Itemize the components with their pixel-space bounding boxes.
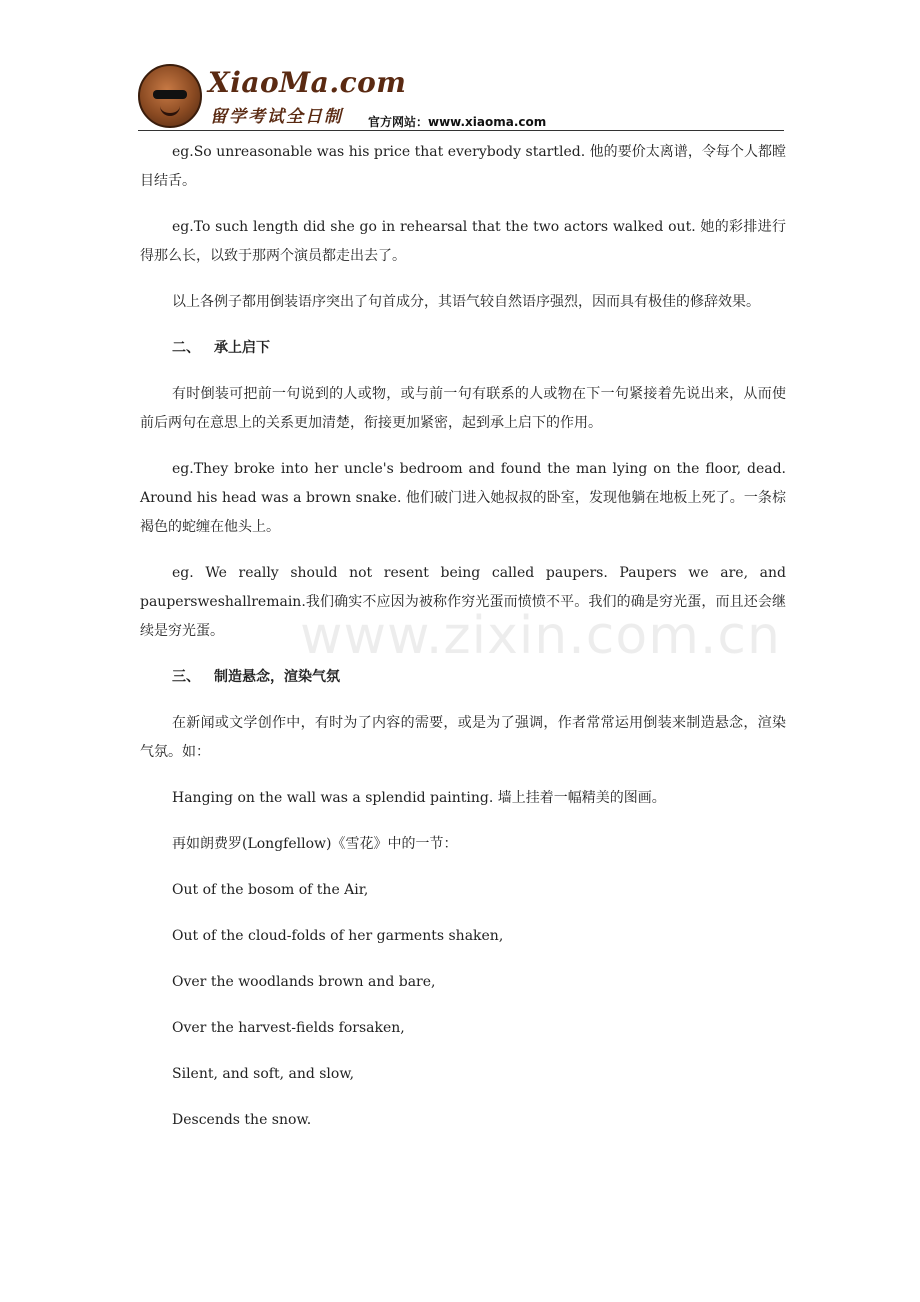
section-number: 三、: [172, 669, 200, 685]
paragraph: eg.To such length did she go in rehearsal that the two actors walked out. 她的彩排进行得那么长，以致于那两个演员都走出去了。: [140, 219, 786, 264]
section-number: 二、: [172, 340, 200, 356]
page-header: [138, 62, 784, 132]
paragraph: eg.They broke into her uncle's bedroom and found the man lying on the floor, dead. Around his head was a brown snake. 他们破门进入她叔叔的卧室，发现他躺在地板上死了。一条棕褐色的蛇缠在他头上。: [140, 461, 786, 535]
brand-slogan: 留学考试全日制: [210, 107, 343, 127]
paragraph: 以上各例子都用倒装语序突出了句首成分，其语气较自然语序强烈，因而具有极佳的修辞效果。: [172, 294, 760, 310]
section-title: 制造悬念，渲染气氛: [214, 669, 340, 685]
poem-line: Over the harvest-fields forsaken,: [172, 1020, 405, 1036]
header-divider: [138, 130, 784, 131]
watermark: www.zixin.com.cn: [300, 606, 781, 666]
paragraph: eg. We really should not resent being called paupers. Paupers we are, and paupersweshallremain.我们确实不应因为被称作穷光蛋而愤愤不平。我们的确是穷光蛋，而且还会继续是穷光蛋。: [140, 565, 786, 639]
example-sentence: Hanging on the wall was a splendid painting. 墙上挂着一幅精美的图画。: [172, 790, 666, 806]
logo-mascot-icon: [138, 64, 202, 128]
paragraph: 有时倒装可把前一句说到的人或物，或与前一句有联系的人或物在下一句紧接着先说出来，从而使前后两句在意思上的关系更加清楚，衔接更加紧密，起到承上启下的作用。: [140, 386, 786, 431]
official-site-link[interactable]: 官方网站：www.xiaoma.com: [368, 115, 547, 129]
brand-name: XiaoMa.com: [208, 66, 407, 99]
poem-line: Silent, and soft, and slow,: [172, 1066, 355, 1082]
poem-line: Over the woodlands brown and bare,: [172, 974, 436, 990]
poem-line: Out of the bosom of the Air,: [172, 882, 369, 898]
paragraph: eg.So unreasonable was his price that everybody startled. 他的要价太离谱，令每个人都瞠目结舌。: [140, 144, 786, 189]
section-heading-2: [140, 334, 786, 363]
document-body: [140, 138, 786, 1152]
poem-line: Out of the cloud-folds of her garments shaken,: [172, 928, 504, 944]
paragraph: 在新闻或文学创作中，有时为了内容的需要，或是为了强调，作者常常运用倒装来制造悬念，渲染气氛。如：: [140, 715, 786, 760]
section-heading-3: [140, 663, 786, 692]
poem-line: Descends the snow.: [172, 1112, 312, 1128]
section-title: 承上启下: [214, 340, 270, 356]
poem-intro: 再如朗费罗(Longfellow)《雪花》中的一节：: [172, 836, 458, 852]
